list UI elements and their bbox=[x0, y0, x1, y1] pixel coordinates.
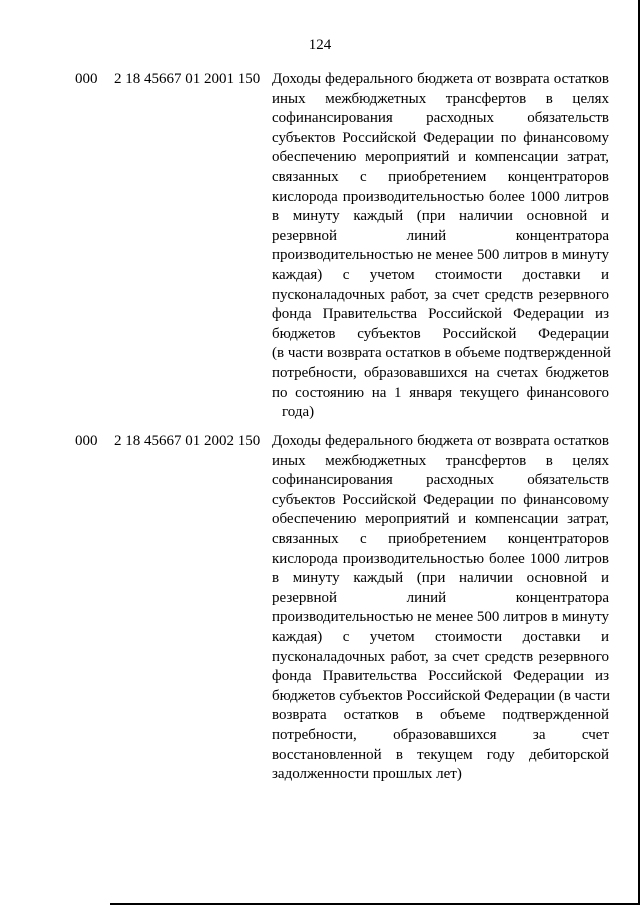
description-line: кислорода производительностью более 1000 литров bbox=[272, 188, 609, 205]
description-line: иных межбюджетных трансфертов в целях bbox=[272, 452, 609, 469]
admin-code: 000 bbox=[75, 71, 98, 87]
page-number: 124 bbox=[308, 37, 332, 53]
description-line: задолженности прошлых лет) bbox=[272, 766, 462, 783]
description-line: обеспечению мероприятий и компенсации затрат, bbox=[272, 149, 609, 166]
description-line: обеспечению мероприятий и компенсации затрат, bbox=[272, 511, 609, 528]
description-line: каждая) с учетом стоимости доставки и bbox=[272, 266, 609, 283]
description-line: пусконаладочных работ, за счет средств резервного bbox=[272, 648, 609, 665]
kbk-code: 2 18 45667 01 2002 150 bbox=[114, 433, 261, 449]
description-line: года) bbox=[282, 404, 315, 421]
description-line: производительностью не менее 500 литров в минуту bbox=[272, 609, 609, 626]
description-line: софинансирования расходных обязательств bbox=[272, 472, 609, 489]
description-line: софинансирования расходных обязательств bbox=[272, 110, 609, 127]
description-line: иных межбюджетных трансфертов в целях bbox=[272, 90, 609, 107]
description-line: Доходы федерального бюджета от возврата остатков bbox=[272, 433, 609, 449]
description-line: возврата остатков в объеме подтвержденной bbox=[272, 707, 609, 724]
description-line: по состоянию на 1 января текущего финансового bbox=[272, 384, 609, 401]
description-line: бюджетов субъектов Российской Федерации bbox=[272, 325, 609, 342]
entry-description bbox=[272, 432, 609, 785]
description-line: кислорода производительностью более 1000 литров bbox=[272, 550, 609, 567]
description-line: связанных с приобретением концентраторов bbox=[272, 168, 609, 185]
description-line: в минуту каждый (при наличии основной и bbox=[272, 208, 609, 225]
description-line: каждая) с учетом стоимости доставки и bbox=[272, 628, 609, 645]
admin-code: 000 bbox=[75, 433, 98, 449]
description-line: связанных с приобретением концентраторов bbox=[272, 530, 609, 547]
description-line: резервной линий концентратора bbox=[272, 227, 609, 244]
kbk-code: 2 18 45667 01 2001 150 bbox=[114, 71, 261, 87]
description-line: субъектов Российской Федерации по финансовому bbox=[272, 491, 609, 508]
description-line: потребности, образовавшихся за счет bbox=[272, 726, 609, 743]
entry-description bbox=[272, 70, 609, 423]
description-line: бюджетов субъектов Российской Федерации (в части bbox=[272, 687, 610, 704]
description-line: производительностью не менее 500 литров в минуту bbox=[272, 247, 609, 264]
description-line: (в части возврата остатков в объеме подтвержденной bbox=[272, 345, 611, 362]
description-line: восстановленной в текущем году дебиторской bbox=[272, 746, 609, 763]
description-line: потребности, образовавшихся на счетах бюджетов bbox=[272, 364, 609, 381]
description-line: Доходы федерального бюджета от возврата остатков bbox=[272, 71, 609, 87]
description-line: субъектов Российской Федерации по финансовому bbox=[272, 129, 609, 146]
description-line: фонда Правительства Российской Федерации из bbox=[272, 668, 609, 685]
description-line: фонда Правительства Российской Федерации из bbox=[272, 306, 609, 323]
description-line: резервной линий концентратора bbox=[272, 589, 609, 606]
description-line: пусконаладочных работ, за счет средств резервного bbox=[272, 286, 609, 303]
description-line: в минуту каждый (при наличии основной и bbox=[272, 570, 609, 587]
